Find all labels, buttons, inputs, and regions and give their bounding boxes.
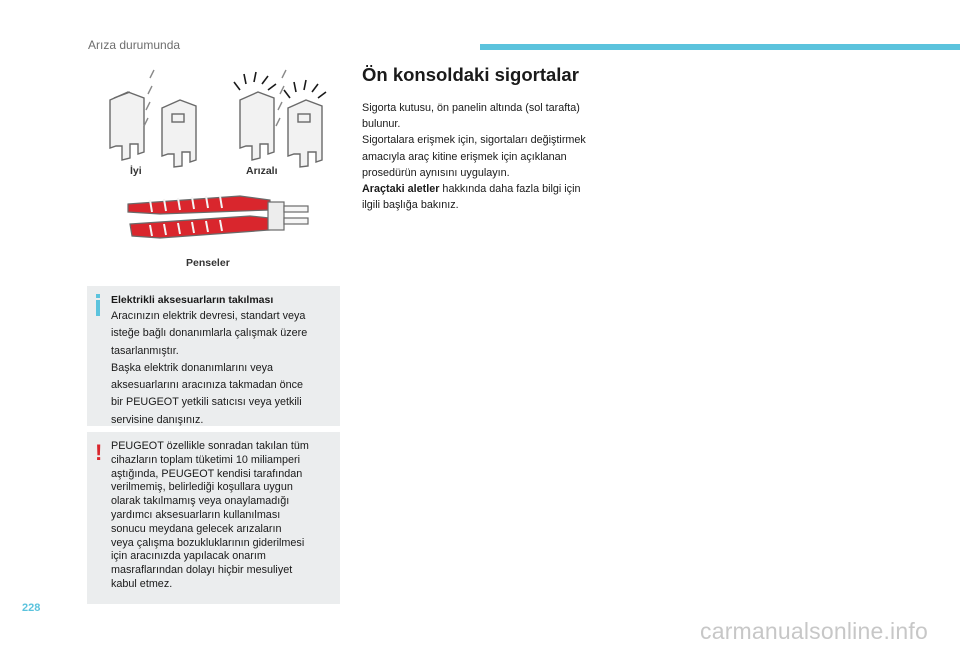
header-accent-bar (480, 44, 960, 50)
warning-line: sonucu meydana gelecek arızaların (111, 522, 282, 535)
info-icon (96, 294, 100, 316)
info-line: aksesuarlarını aracınıza takmadan önce (111, 379, 304, 392)
section-title: Arıza durumunda (88, 38, 181, 52)
warning-line: aştığında, PEUGEOT kendisi tarafından (111, 467, 303, 480)
fuse-illustration (100, 68, 340, 168)
info-line: Aracınızın elektrik devresi, standart veya (111, 310, 306, 322)
watermark: carmanualsonline.info (700, 618, 928, 644)
warning-line: PEUGEOT özellikle sonradan takılan tüm (111, 440, 309, 452)
label-good: İyi (130, 165, 142, 177)
info-line: bir PEUGEOT yetkili satıcısı veya yetkili (111, 396, 302, 409)
label-plier: Penseler (186, 257, 230, 269)
warning-line: veya çalışma bozukluklarının giderilmesi (111, 536, 305, 549)
page-title: Ön konsoldaki sigortalar (362, 64, 579, 85)
info-line: servisine danışınız. (111, 413, 204, 426)
info-line: tasarlanmıştır. (111, 344, 179, 357)
warning-box (87, 432, 340, 604)
info-heading: Elektrikli aksesuarların takılması (111, 294, 274, 306)
body-line: amacıyla araç kitine erişmek için açıklanan (362, 150, 567, 163)
page-number: 228 (22, 602, 41, 614)
warning-line: masraflarından dolayı hiçbir mesuliyet (111, 564, 293, 577)
body-line: bulunur. (362, 118, 401, 131)
body-line: Araçtaki aletler hakkında daha fazla bilgi için (362, 183, 581, 196)
main-section (362, 64, 632, 213)
plier-illustration (120, 190, 320, 250)
body-line: ilgili başlığa bakınız. (362, 199, 459, 212)
label-faulty: Arızalı (246, 165, 278, 177)
body-line: Sigortalara erişmek için, sigortaları değiştirmek (362, 134, 586, 147)
info-box (87, 286, 340, 426)
warning-line: verilmemiş, belirlediği koşullara uygun (111, 481, 293, 494)
info-line: isteğe bağlı donanımlarla çalışmak üzere (111, 327, 308, 340)
cross-reference-link[interactable]: Araçtaki aletler (362, 183, 440, 196)
info-line: Başka elektrik donanımlarını veya (111, 361, 274, 374)
warning-line: yardımcı aksesuarların kullanılması (111, 508, 281, 521)
body-line: Sigorta kutusu, ön panelin altında (sol tarafta) (362, 102, 580, 114)
warning-line: cihazların toplam tüketimi 10 miliamperi (111, 453, 301, 466)
warning-line: kabul etmez. (111, 577, 173, 590)
warning-icon: ! (95, 440, 103, 465)
warning-line: olarak takılmamış veya onaylamadığı (111, 495, 290, 508)
warning-line: için aracınızda yapılacak onarım (111, 550, 266, 563)
body-line: prosedürün aynısını uygulayın. (362, 166, 510, 179)
